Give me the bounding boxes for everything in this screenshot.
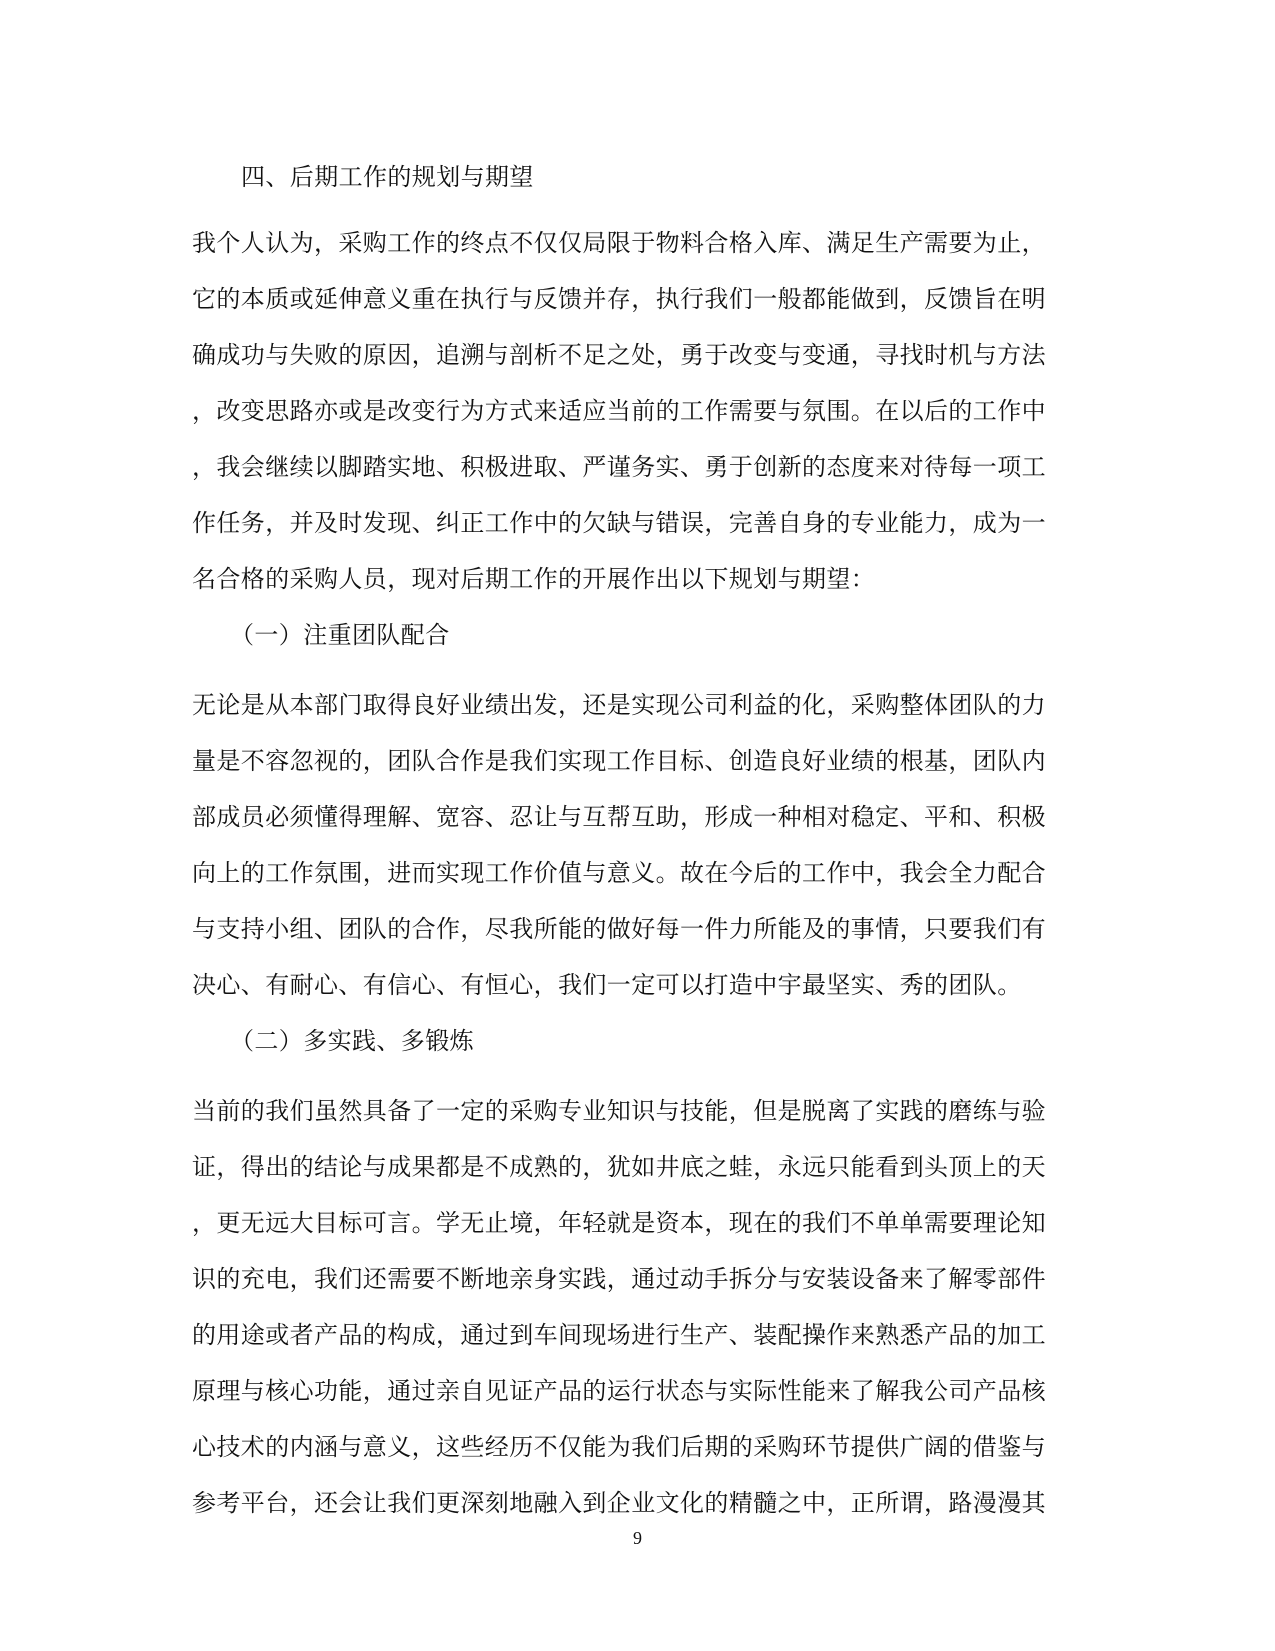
paragraph-3-line-6: 原理与核心功能，通过亲自见证产品的运行状态与实际性能来了解我公司产品核	[192, 1377, 1046, 1405]
paragraph-3-line-8: 参考平台，还会让我们更深刻地融入到企业文化的精髓之中，正所谓，路漫漫其	[192, 1489, 1046, 1517]
paragraph-2-line-6: 决心、有耐心、有信心、有恒心，我们一定可以打造中宇最坚实、秀的团队。	[192, 971, 1022, 999]
paragraph-3-line-5: 的用途或者产品的构成，通过到车间现场进行生产、装配操作来熟悉产品的加工	[192, 1321, 1046, 1349]
paragraph-1-line-7: 名合格的采购人员，现对后期工作的开展作出以下规划与期望：	[192, 565, 876, 593]
paragraph-2-line-3: 部成员必须懂得理解、宽容、忍让与互帮互助，形成一种相对稳定、平和、积极	[192, 803, 1046, 831]
paragraph-1-line-5: ，我会继续以脚踏实地、积极进取、严谨务实、勇于创新的态度来对待每一项工	[192, 453, 1046, 481]
paragraph-3-line-4: 识的充电，我们还需要不断地亲身实践，通过动手拆分与安装设备来了解零部件	[192, 1265, 1046, 1293]
paragraph-3-line-2: 证，得出的结论与成果都是不成熟的，犹如井底之蛙，永远只能看到头顶上的天	[192, 1153, 1046, 1181]
section-heading: 四、后期工作的规划与期望	[241, 163, 534, 191]
paragraph-3-line-3: ，更无远大目标可言。学无止境，年轻就是资本，现在的我们不单单需要理论知	[192, 1209, 1046, 1237]
paragraph-2-line-2: 量是不容忽视的，团队合作是我们实现工作目标、创造良好业绩的根基，团队内	[192, 747, 1046, 775]
paragraph-2-line-5: 与支持小组、团队的合作，尽我所能的做好每一件力所能及的事情，只要我们有	[192, 915, 1046, 943]
paragraph-2-line-4: 向上的工作氛围，进而实现工作价值与意义。故在今后的工作中，我会全力配合	[192, 859, 1046, 887]
paragraph-1-line-6: 作任务，并及时发现、纠正工作中的欠缺与错误，完善自身的专业能力，成为一	[192, 509, 1046, 537]
paragraph-1-line-4: ，改变思路亦或是改变行为方式来适应当前的工作需要与氛围。在以后的工作中	[192, 397, 1046, 425]
page-number: 9	[633, 1528, 642, 1548]
paragraph-1-line-2: 它的本质或延伸意义重在执行与反馈并存，执行我们一般都能做到，反馈旨在明	[192, 285, 1046, 313]
paragraph-1-line-3: 确成功与失败的原因，追溯与剖析不足之处，勇于改变与变通，寻找时机与方法	[192, 341, 1046, 369]
paragraph-3-line-7: 心技术的内涵与意义，这些经历不仅能为我们后期的采购环节提供广阔的借鉴与	[192, 1433, 1046, 1461]
subheading-1: （一）注重团队配合	[230, 621, 450, 649]
paragraph-2-line-1: 无论是从本部门取得良好业绩出发，还是实现公司利益的化，采购整体团队的力	[192, 691, 1046, 719]
paragraph-3-line-1: 当前的我们虽然具备了一定的采购专业知识与技能，但是脱离了实践的磨练与验	[192, 1097, 1046, 1125]
paragraph-1-line-1: 我个人认为，采购工作的终点不仅仅局限于物料合格入库、满足生产需要为止，	[192, 229, 1046, 257]
subheading-2: （二）多实践、多锻炼	[230, 1027, 474, 1055]
